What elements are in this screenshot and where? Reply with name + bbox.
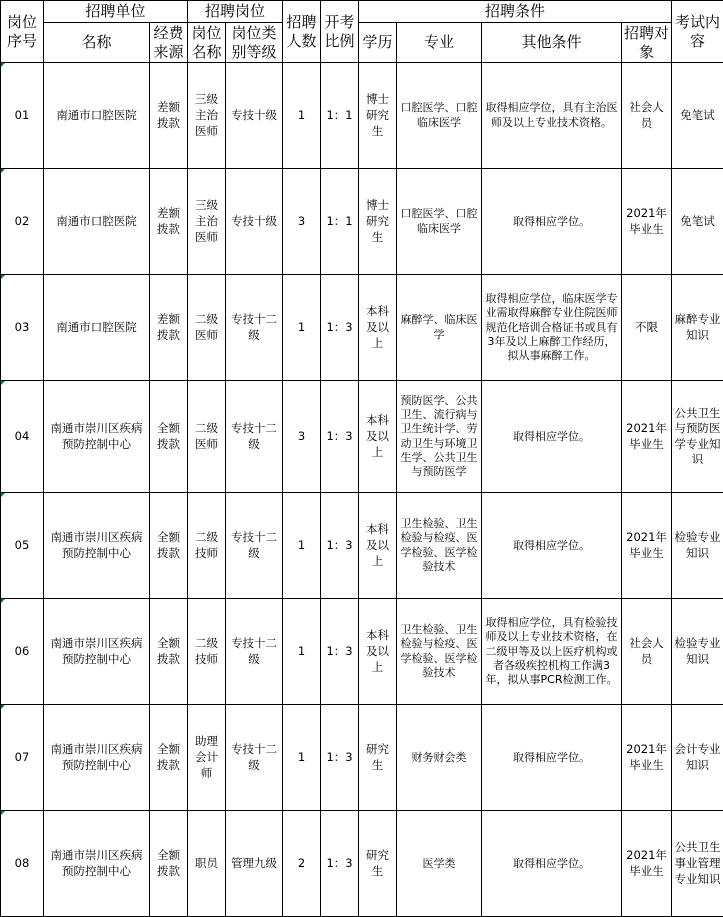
header-cond-group: 招聘条件 bbox=[359, 1, 672, 23]
row-level: 专技十二级 bbox=[226, 381, 283, 493]
row-count: 1 bbox=[283, 275, 321, 381]
row-level: 专技十二级 bbox=[226, 493, 283, 599]
row-unit: 南通市口腔医院 bbox=[44, 169, 150, 275]
row-count: 1 bbox=[283, 705, 321, 811]
table-body bbox=[1, 63, 723, 917]
header-post-group: 招聘岗位 bbox=[188, 1, 283, 23]
row-post: 二级医师 bbox=[188, 381, 226, 493]
row-unit: 南通市崇川区疾病预防控制中心 bbox=[44, 493, 150, 599]
header-funding: 经费来源 bbox=[150, 22, 188, 63]
row-funding: 全额拨款 bbox=[150, 493, 188, 599]
row-exam: 会计专业知识 bbox=[672, 705, 723, 811]
header-post-name: 岗位名称 bbox=[188, 22, 226, 63]
header-post-seq: 岗位序号 bbox=[1, 1, 44, 63]
row-education: 研究生 bbox=[359, 705, 397, 811]
row-major: 卫生检验、卫生检验与检疫、医学检验、医学检验技术 bbox=[397, 493, 482, 599]
row-funding: 全额拨款 bbox=[150, 705, 188, 811]
row-ratio: 1：1 bbox=[321, 63, 359, 169]
row-major: 麻醉学、临床医学 bbox=[397, 275, 482, 381]
row-count: 1 bbox=[283, 63, 321, 169]
row-post: 二级技师 bbox=[188, 599, 226, 705]
row-level: 专技十二级 bbox=[226, 705, 283, 811]
row-level: 专技十级 bbox=[226, 63, 283, 169]
row-funding: 差额拨款 bbox=[150, 63, 188, 169]
row-ratio: 1：3 bbox=[321, 381, 359, 493]
row-target: 2021年毕业生 bbox=[622, 381, 672, 493]
row-education: 研究生 bbox=[359, 811, 397, 917]
row-count: 1 bbox=[283, 599, 321, 705]
table-row bbox=[1, 493, 723, 599]
header-education: 学历 bbox=[359, 22, 397, 63]
row-other: 取得相应学位。 bbox=[482, 169, 622, 275]
row-other: 取得相应学位，具有主治医师及以上专业技术资格。 bbox=[482, 63, 622, 169]
row-count: 2 bbox=[283, 811, 321, 917]
row-major: 卫生检验、卫生检验与检疫、医学检验、医学检验技术 bbox=[397, 599, 482, 705]
header-count: 招聘人数 bbox=[283, 1, 321, 63]
header-unit-group: 招聘单位 bbox=[44, 1, 188, 23]
row-other: 取得相应学位，具有检验技师及以上专业技术资格，在二级甲等及以上医疗机构或者各级疾控机构工作满3年，拟从事PCR检测工作。 bbox=[482, 599, 622, 705]
row-education: 博士研究生 bbox=[359, 169, 397, 275]
row-target: 2021年毕业生 bbox=[622, 169, 672, 275]
row-post: 二级医师 bbox=[188, 275, 226, 381]
row-unit: 南通市口腔医院 bbox=[44, 63, 150, 169]
row-other: 取得相应学位。 bbox=[482, 493, 622, 599]
header-other: 其他条件 bbox=[482, 22, 622, 63]
table-row bbox=[1, 381, 723, 493]
row-post: 三级主治医师 bbox=[188, 169, 226, 275]
row-education: 博士研究生 bbox=[359, 63, 397, 169]
row-exam: 公共卫生与预防医学专业知识 bbox=[672, 381, 723, 493]
row-ratio: 1：3 bbox=[321, 493, 359, 599]
row-seq: 06 bbox=[1, 599, 44, 705]
row-unit: 南通市崇川区疾病预防控制中心 bbox=[44, 381, 150, 493]
row-exam: 公共卫生事业管理专业知识 bbox=[672, 811, 723, 917]
row-target: 2021年毕业生 bbox=[622, 811, 672, 917]
row-seq: 03 bbox=[1, 275, 44, 381]
row-education: 本科及以上 bbox=[359, 381, 397, 493]
table-row bbox=[1, 63, 723, 169]
row-count: 1 bbox=[283, 493, 321, 599]
row-other: 取得相应学位。 bbox=[482, 381, 622, 493]
row-level: 专技十级 bbox=[226, 169, 283, 275]
row-target: 2021年毕业生 bbox=[622, 493, 672, 599]
row-major: 口腔医学、口腔临床医学 bbox=[397, 169, 482, 275]
row-education: 本科及以上 bbox=[359, 275, 397, 381]
row-target: 不限 bbox=[622, 275, 672, 381]
row-unit: 南通市崇川区疾病预防控制中心 bbox=[44, 811, 150, 917]
row-seq: 01 bbox=[1, 63, 44, 169]
row-seq: 07 bbox=[1, 705, 44, 811]
row-education: 本科及以上 bbox=[359, 493, 397, 599]
row-funding: 全额拨款 bbox=[150, 599, 188, 705]
header-ratio: 开考比例 bbox=[321, 1, 359, 63]
table-row bbox=[1, 599, 723, 705]
header-unit-name: 名称 bbox=[44, 22, 150, 63]
header-exam: 考试内容 bbox=[672, 1, 723, 63]
row-other: 取得相应学位，临床医学专业需取得麻醉专业住院医师规范化培训合格证书或具有3年及以上麻醉工作经历，拟从事麻醉工作。 bbox=[482, 275, 622, 381]
row-ratio: 1：3 bbox=[321, 275, 359, 381]
table-row bbox=[1, 811, 723, 917]
row-ratio: 1：3 bbox=[321, 599, 359, 705]
row-level: 专技十二级 bbox=[226, 275, 283, 381]
header-target: 招聘对象 bbox=[622, 22, 672, 63]
table-row bbox=[1, 705, 723, 811]
row-major: 医学类 bbox=[397, 811, 482, 917]
row-major: 口腔医学、口腔临床医学 bbox=[397, 63, 482, 169]
row-unit: 南通市崇川区疾病预防控制中心 bbox=[44, 599, 150, 705]
row-exam: 检验专业知识 bbox=[672, 493, 723, 599]
header-major: 专业 bbox=[397, 22, 482, 63]
row-funding: 差额拨款 bbox=[150, 275, 188, 381]
row-education: 本科及以上 bbox=[359, 599, 397, 705]
row-exam: 免笔试 bbox=[672, 169, 723, 275]
row-funding: 差额拨款 bbox=[150, 169, 188, 275]
row-target: 社会人员 bbox=[622, 63, 672, 169]
row-funding: 全额拨款 bbox=[150, 381, 188, 493]
row-count: 3 bbox=[283, 169, 321, 275]
row-level: 管理九级 bbox=[226, 811, 283, 917]
row-other: 取得相应学位。 bbox=[482, 705, 622, 811]
row-major: 预防医学、公共卫生、流行病与卫生统计学、劳动卫生与环境卫生学、公共卫生与预防医学 bbox=[397, 381, 482, 493]
row-exam: 免笔试 bbox=[672, 63, 723, 169]
row-seq: 05 bbox=[1, 493, 44, 599]
row-ratio: 1：3 bbox=[321, 811, 359, 917]
row-seq: 02 bbox=[1, 169, 44, 275]
row-exam: 检验专业知识 bbox=[672, 599, 723, 705]
row-seq: 04 bbox=[1, 381, 44, 493]
row-post: 三级主治医师 bbox=[188, 63, 226, 169]
row-target: 社会人员 bbox=[622, 599, 672, 705]
row-seq: 08 bbox=[1, 811, 44, 917]
row-post: 职员 bbox=[188, 811, 226, 917]
row-funding: 全额拨款 bbox=[150, 811, 188, 917]
row-major: 财务财会类 bbox=[397, 705, 482, 811]
table-row bbox=[1, 169, 723, 275]
row-exam: 麻醉专业知识 bbox=[672, 275, 723, 381]
row-target: 2021年毕业生 bbox=[622, 705, 672, 811]
row-post: 二级技师 bbox=[188, 493, 226, 599]
row-ratio: 1：3 bbox=[321, 705, 359, 811]
row-count: 3 bbox=[283, 381, 321, 493]
row-unit: 南通市崇川区疾病预防控制中心 bbox=[44, 705, 150, 811]
row-other: 取得相应学位。 bbox=[482, 811, 622, 917]
row-post: 助理会计师 bbox=[188, 705, 226, 811]
table-row bbox=[1, 275, 723, 381]
row-ratio: 1：1 bbox=[321, 169, 359, 275]
header-post-level: 岗位类别等级 bbox=[226, 22, 283, 63]
row-level: 专技十二级 bbox=[226, 599, 283, 705]
row-unit: 南通市口腔医院 bbox=[44, 275, 150, 381]
